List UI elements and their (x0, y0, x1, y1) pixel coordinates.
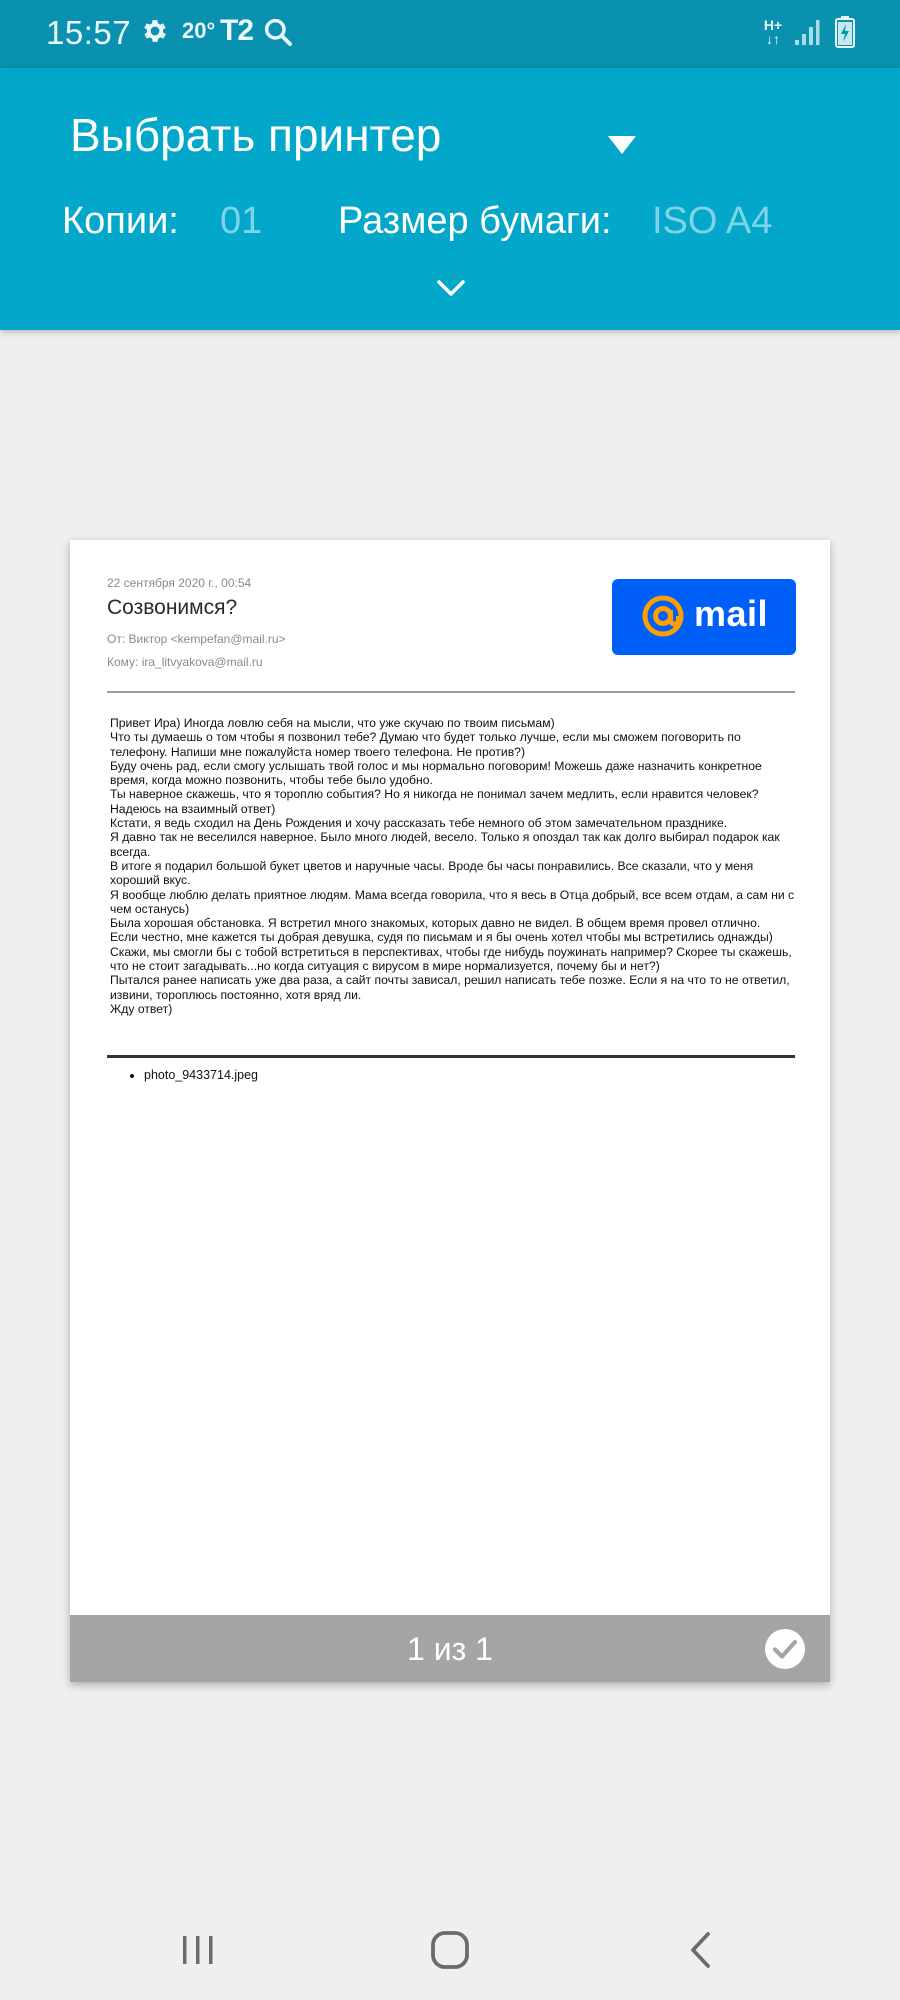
triangle-down-icon (608, 136, 636, 154)
signal-icon (794, 18, 820, 46)
body-line: Жду ответ) (110, 1001, 173, 1016)
mail-from: От: Виктор <kempefan@mail.ru> (107, 632, 286, 646)
mail-body (110, 716, 796, 1016)
paper-size-label: Размер бумаги: (338, 200, 612, 242)
mail-to: Кому: ira_litvyakova@mail.ru (107, 655, 263, 669)
header-divider (107, 691, 795, 693)
body-divider (107, 1055, 795, 1058)
page-footer (70, 1615, 830, 1682)
body-line: В итоге я подарил большой букет цветов и наручные часы. Вроде бы часы понравились. Все сказали, что у меня хороший вкус. (110, 858, 754, 888)
battery-charging-icon (834, 16, 856, 48)
body-line: Я давно так не веселился наверное. Было много людей, весело. Только я опоздал так как долго выбирал подарок как всегда. (110, 830, 780, 859)
check-circle-icon[interactable] (764, 1628, 806, 1670)
copies-value[interactable]: 01 (220, 200, 263, 242)
body-line: Что ты думаешь о том чтобы я позвонил тебе? Думаю что будет только лучше, если мы сможем поговорить по телефону. Напиши мне пожалуйста номер твоего телефона. Не против?) (110, 730, 741, 759)
printer-select-dropdown[interactable] (68, 108, 588, 188)
back-icon[interactable] (686, 1930, 716, 1970)
recent-apps-icon[interactable] (178, 1930, 218, 1970)
status-carrier: T2 (220, 14, 254, 47)
body-line: Скажи, мы смогли бы с тобой встретиться в перспективах, чтобы где нибудь поужинать например? Скорее ты скажешь, что не стоит загадывать...но когда ситуация с вирусом в мире нормализуется, почему бы и нет?) (110, 944, 792, 974)
print-options-header (0, 68, 900, 330)
gear-icon (140, 16, 170, 46)
at-sign-icon (640, 593, 686, 639)
chevron-down-icon[interactable] (436, 278, 466, 298)
mail-date: 22 сентября 2020 г., 00:54 (107, 576, 252, 590)
body-line: Буду очень рад, если смогу услышать твой голос и мы нормально поговорим! Можешь даже назначить конкретное время, когда можно позвонить, чтобы тебе было удобно. (110, 758, 762, 788)
body-line: Привет Ира) Иногда ловлю себя на мысли, что уже скучаю по твоим письмам) (110, 716, 555, 730)
status-bar (0, 0, 900, 68)
body-line: Пытался ранее написать уже два раза, а сайт почты зависал, решил написать тебе позже. Если я на что то не ответил, извини, тороплюсь постоянно, хотя вряд ли. (110, 973, 790, 1002)
search-icon (262, 16, 294, 48)
body-line: Была хорошая обстановка. Я встретил много знакомых, которых давно не видел. В общем время провел отлично. (110, 916, 761, 931)
attachment-item: • photo_9433714.jpeg (144, 1068, 258, 1082)
body-line: Если честно, мне кажется ты добрая девушка, судя по письмам и я бы очень хотел чтобы мы встретились однажды) (110, 930, 773, 945)
navigation-bar (0, 1900, 900, 2000)
mail-logo-text: mail (694, 593, 769, 634)
page-counter: 1 из 1 (407, 1631, 493, 1667)
attachment-list (144, 1068, 258, 1082)
network-type-label: H+ (763, 17, 783, 33)
copies-label: Копии: (62, 200, 179, 242)
mail-subject: Созвонимся? (107, 596, 238, 619)
body-line: Я вообще люблю делать приятное людям. Мама всегда говорила, что я весь в Отца добрый, все всем отдам, а сам ни с чем останусь) (110, 887, 795, 916)
home-icon[interactable] (428, 1928, 472, 1972)
network-arrows: ↓↑ (766, 31, 780, 47)
status-temperature: 20° (182, 18, 216, 43)
printer-select-label: Выбрать принтер (70, 109, 442, 161)
network-type (762, 18, 784, 46)
status-time: 15:57 (46, 14, 132, 51)
body-line: Ты наверное скажешь, что я тороплю события? Но я никогда не понимал зачем медлить, если нравится человек? Надеюсь на взаимный ответ) (110, 787, 759, 816)
mail-logo (612, 579, 796, 655)
print-preview-page[interactable] (70, 540, 830, 1682)
body-line: Кстати, я ведь сходил на День Рождения и хочу рассказать тебе немного об этом замечательном празднике. (110, 816, 728, 831)
paper-size-value[interactable]: ISO A4 (652, 200, 773, 242)
